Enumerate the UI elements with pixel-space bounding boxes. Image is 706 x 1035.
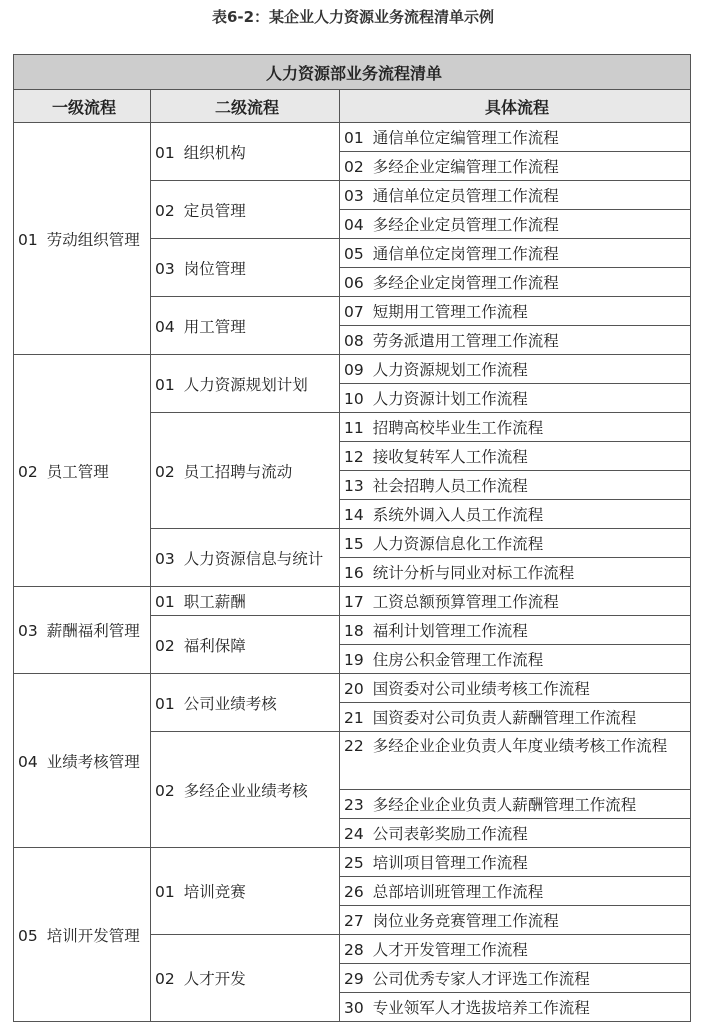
level2-cell xyxy=(151,297,340,355)
detail-number: 19 xyxy=(344,651,364,669)
table-caption: 表6-2：某企业人力资源业务流程清单示例 xyxy=(211,8,495,26)
detail-number: 05 xyxy=(344,245,364,263)
level2-number: 02 xyxy=(155,781,175,800)
detail-text: 劳务派遣用工管理工作流程 xyxy=(372,332,559,350)
detail-cell xyxy=(340,297,691,326)
detail-text: 专业领军人才选拔培养工作流程 xyxy=(372,999,590,1017)
detail-cell xyxy=(340,703,691,732)
detail-cell xyxy=(340,819,691,848)
level2-cell xyxy=(151,355,340,413)
level2-cell xyxy=(151,181,340,239)
detail-number: 17 xyxy=(344,593,364,611)
detail-text: 人力资源计划工作流程 xyxy=(372,390,528,408)
detail-cell xyxy=(340,877,691,906)
level1-cell xyxy=(14,848,151,1022)
level2-cell xyxy=(151,587,340,616)
level2-cell xyxy=(151,529,340,587)
detail-number: 22 xyxy=(344,737,364,755)
table-row xyxy=(14,355,691,384)
detail-number: 15 xyxy=(344,535,364,553)
level2-number: 03 xyxy=(155,549,175,568)
level2-name: 员工招聘与流动 xyxy=(183,462,293,481)
detail-number: 01 xyxy=(344,129,364,147)
detail-text: 人力资源信息化工作流程 xyxy=(372,535,544,553)
detail-text: 人力资源规划工作流程 xyxy=(372,361,528,379)
detail-number: 20 xyxy=(344,680,364,698)
detail-cell xyxy=(340,587,691,616)
detail-text: 人才开发管理工作流程 xyxy=(372,941,528,959)
detail-number: 30 xyxy=(344,999,364,1017)
level2-number: 02 xyxy=(155,970,175,988)
level2-name: 多经企业业绩考核 xyxy=(183,781,308,800)
detail-text: 多经企业定编管理工作流程 xyxy=(372,158,559,176)
table-row xyxy=(14,587,691,616)
process-table xyxy=(13,54,691,1022)
detail-cell xyxy=(340,239,691,268)
level1-name: 薪酬福利管理 xyxy=(46,622,140,640)
level2-name: 福利保障 xyxy=(183,636,246,655)
level1-number: 01 xyxy=(18,230,38,249)
detail-text: 短期用工管理工作流程 xyxy=(372,303,528,321)
level1-name: 业绩考核管理 xyxy=(46,752,140,771)
detail-number: 24 xyxy=(344,825,364,843)
detail-cell xyxy=(340,181,691,210)
detail-cell xyxy=(340,384,691,413)
level2-cell xyxy=(151,413,340,529)
detail-text: 总部培训班管理工作流程 xyxy=(372,883,544,901)
detail-number: 02 xyxy=(344,158,364,176)
detail-text: 工资总额预算管理工作流程 xyxy=(372,593,559,611)
detail-number: 23 xyxy=(344,796,364,814)
header-level2: 二级流程 xyxy=(151,90,340,123)
detail-cell xyxy=(340,964,691,993)
detail-number: 25 xyxy=(344,854,364,872)
header-detail: 具体流程 xyxy=(340,90,691,123)
detail-text: 通信单位定编管理工作流程 xyxy=(372,129,559,147)
level1-cell xyxy=(14,355,151,587)
detail-cell xyxy=(340,210,691,239)
level2-cell xyxy=(151,935,340,1022)
level2-cell xyxy=(151,674,340,732)
detail-cell xyxy=(340,471,691,500)
detail-text: 多经企业企业负责人年度业绩考核工作流程 xyxy=(372,737,668,755)
detail-text: 多经企业定岗管理工作流程 xyxy=(372,274,559,292)
detail-number: 06 xyxy=(344,274,364,292)
detail-number: 04 xyxy=(344,216,364,234)
level1-cell xyxy=(14,123,151,355)
detail-text: 社会招聘人员工作流程 xyxy=(372,477,528,495)
detail-number: 13 xyxy=(344,477,364,495)
detail-cell xyxy=(340,732,691,790)
detail-number: 11 xyxy=(344,419,364,437)
level2-name: 人力资源规划计划 xyxy=(183,375,308,394)
level2-cell xyxy=(151,239,340,297)
detail-number: 08 xyxy=(344,332,364,350)
detail-text: 系统外调入人员工作流程 xyxy=(372,506,544,524)
level2-name: 公司业绩考核 xyxy=(183,694,277,713)
detail-cell xyxy=(340,645,691,674)
level1-name: 劳动组织管理 xyxy=(46,230,140,249)
detail-cell xyxy=(340,123,691,152)
level1-name: 员工管理 xyxy=(46,462,109,481)
detail-text: 多经企业定员管理工作流程 xyxy=(372,216,559,234)
detail-number: 03 xyxy=(344,187,364,205)
detail-cell xyxy=(340,152,691,181)
detail-text: 通信单位定岗管理工作流程 xyxy=(372,245,559,263)
detail-text: 公司表彰奖励工作流程 xyxy=(372,825,528,843)
level2-cell xyxy=(151,123,340,181)
level2-number: 01 xyxy=(155,694,175,713)
level1-name: 培训开发管理 xyxy=(46,926,140,945)
detail-number: 29 xyxy=(344,970,364,988)
detail-text: 公司优秀专家人才评选工作流程 xyxy=(372,970,590,988)
level2-number: 02 xyxy=(155,462,175,481)
level2-number: 02 xyxy=(155,201,175,220)
detail-cell xyxy=(340,558,691,587)
detail-number: 16 xyxy=(344,564,364,582)
level2-name: 用工管理 xyxy=(183,317,246,336)
detail-text: 接收复转军人工作流程 xyxy=(372,448,528,466)
detail-cell xyxy=(340,935,691,964)
level1-number: 04 xyxy=(18,752,38,771)
detail-number: 27 xyxy=(344,912,364,930)
level2-number: 01 xyxy=(155,883,175,901)
level2-number: 01 xyxy=(155,375,175,394)
level2-number: 02 xyxy=(155,636,175,655)
level1-number: 02 xyxy=(18,462,38,481)
detail-text: 通信单位定员管理工作流程 xyxy=(372,187,559,205)
level1-number: 03 xyxy=(18,622,38,640)
detail-cell xyxy=(340,848,691,877)
level2-number: 01 xyxy=(155,593,175,611)
level2-name: 人才开发 xyxy=(183,970,246,988)
detail-text: 培训项目管理工作流程 xyxy=(372,854,528,872)
detail-cell xyxy=(340,268,691,297)
detail-number: 14 xyxy=(344,506,364,524)
detail-cell xyxy=(340,500,691,529)
detail-cell xyxy=(340,906,691,935)
level2-name: 岗位管理 xyxy=(183,259,246,278)
level2-number: 03 xyxy=(155,259,175,278)
detail-cell xyxy=(340,529,691,558)
detail-text: 岗位业务竞赛管理工作流程 xyxy=(372,912,559,930)
level2-name: 组织机构 xyxy=(183,143,246,162)
detail-text: 招聘高校毕业生工作流程 xyxy=(372,419,544,437)
level2-cell xyxy=(151,848,340,935)
level2-name: 职工薪酬 xyxy=(183,593,246,611)
detail-number: 12 xyxy=(344,448,364,466)
level2-number: 01 xyxy=(155,143,175,162)
detail-number: 07 xyxy=(344,303,364,321)
detail-number: 26 xyxy=(344,883,364,901)
detail-number: 09 xyxy=(344,361,364,379)
level1-cell xyxy=(14,587,151,674)
table-title: 人力资源部业务流程清单 xyxy=(14,55,691,90)
detail-cell xyxy=(340,993,691,1022)
level2-name: 培训竞赛 xyxy=(183,883,246,901)
detail-cell xyxy=(340,790,691,819)
detail-number: 18 xyxy=(344,622,364,640)
level2-cell xyxy=(151,616,340,674)
detail-text: 国资委对公司业绩考核工作流程 xyxy=(372,680,590,698)
detail-text: 多经企业企业负责人薪酬管理工作流程 xyxy=(372,796,637,814)
detail-cell xyxy=(340,326,691,355)
detail-cell xyxy=(340,442,691,471)
table-row xyxy=(14,848,691,877)
header-level1: 一级流程 xyxy=(14,90,151,123)
detail-number: 10 xyxy=(344,390,364,408)
detail-cell xyxy=(340,616,691,645)
table-row xyxy=(14,123,691,152)
detail-text: 统计分析与同业对标工作流程 xyxy=(372,564,575,582)
detail-cell xyxy=(340,355,691,384)
level2-name: 定员管理 xyxy=(183,201,246,220)
table-body xyxy=(14,123,691,1022)
detail-text: 国资委对公司负责人薪酬管理工作流程 xyxy=(372,709,637,727)
level2-cell xyxy=(151,732,340,848)
level2-number: 04 xyxy=(155,317,175,336)
level1-cell xyxy=(14,674,151,848)
detail-text: 福利计划管理工作流程 xyxy=(372,622,528,640)
level2-name: 人力资源信息与统计 xyxy=(183,549,324,568)
detail-cell xyxy=(340,413,691,442)
level1-number: 05 xyxy=(18,926,38,945)
table-row xyxy=(14,674,691,703)
detail-cell xyxy=(340,674,691,703)
detail-number: 28 xyxy=(344,941,364,959)
detail-text: 住房公积金管理工作流程 xyxy=(372,651,544,669)
detail-number: 21 xyxy=(344,709,364,727)
